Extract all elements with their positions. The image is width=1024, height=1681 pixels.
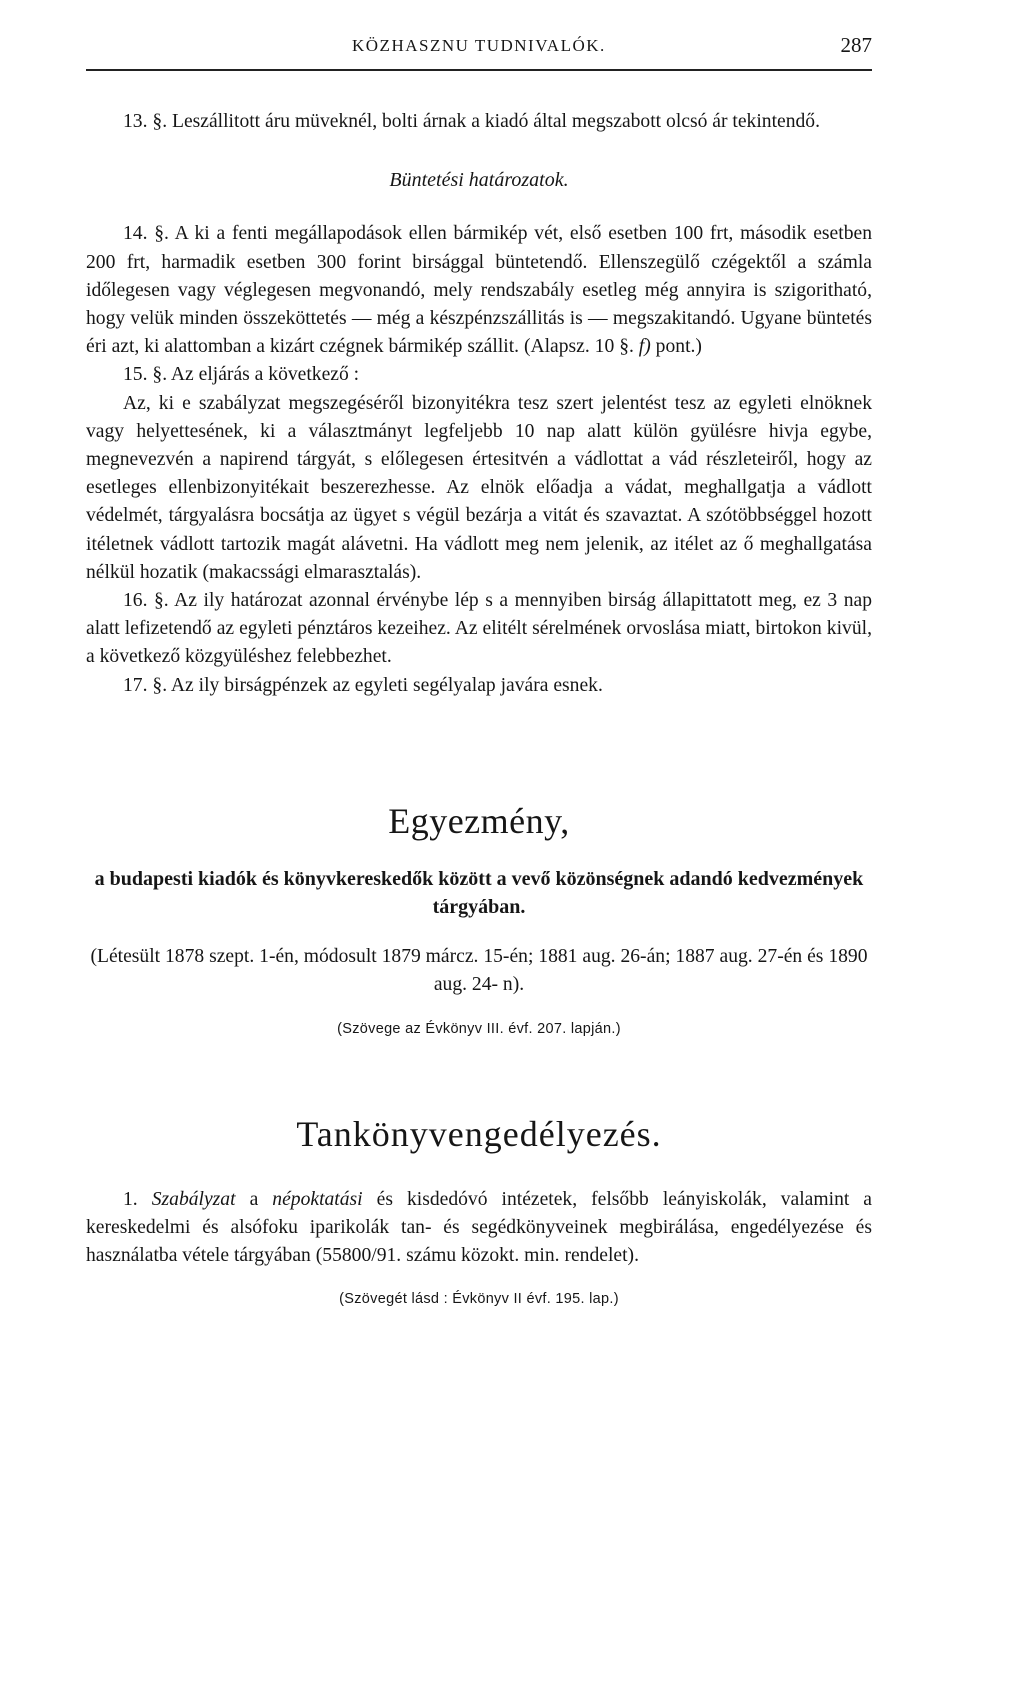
header-rule [86, 69, 872, 71]
tankonyv-source: (Szövegét lásd : Évkönyv II évf. 195. lap.) [339, 1290, 619, 1307]
page-number: 287 [840, 33, 872, 57]
paragraph-14-ref-italic: f) [638, 336, 651, 358]
header-title: KÖZHASZNU TUDNIVALÓK. [352, 36, 606, 55]
paragraph-14-text: 14. §. A ki a fenti megállapodások ellen bármikép vét, első esetben 100 frt, második esetben 200 frt, harmadik esetben 300 forint birsággal büntetendő. Ellenszegülő czégektől a számla időlegesen vagy véglegesen megvonandó, mely rendszabály esetleg még annyira is szigoritható, hogy velük minden összeköttetés — még a készpénzszállitás is — megszakitandó. Ugyane büntetés éri azt, ki alattomban a kizárt czégnek bármikép szállit. (Alapsz. 10 [86, 223, 872, 358]
tankonyv-p1-number: 1. [123, 1189, 138, 1211]
page-body [86, 108, 872, 1313]
egyezmeny-subtitle: a budapesti kiadók és könyvkereskedők között a vevő közönségnek adandó kedvezmények tárgyában. [94, 867, 864, 918]
paragraph-13: 13. §. Leszállitott áru müveknél, bolti árnak a kiadó által megszabott olcsó ár tekintendő. [123, 111, 821, 132]
paragraph-14 [86, 220, 872, 361]
egyezmeny-source: (Szövege az Évkönyv III. évf. 207. lapján.) [337, 1020, 621, 1037]
penalties-heading: Büntetési határozatok. [389, 169, 569, 192]
paragraph-15-body: Az, ki e szabályzat megszegéséről bizonyitékra tesz szert jelentést tesz az egyleti elnöknek vagy helyettesének, ki a választmányt legfeljebb 10 nap alatt külön gyülésre hivja egybe, megnevezvén a napirend tárgyát, s előlegesen értesitvén a vádlottat a vád részleteiről, hogy az esetleges ellenbizonyitékait beszerezhesse. Az elnök előadja a vádat, meghallgatja a vádlott védelmét, tárgyalásra bocsátja az ügyet s végül bezárja a vitát és szavaztat. A szótöbbséggel hozott itéletnek vádlott tartozik magát alávetni. Ha vádlott meg nem jelenik, az itélet az ő meghallgatása nélkül hozatik (makacssági elmarasztalás). [86, 392, 872, 583]
paragraph-14-ref-suffix: pont.) [655, 336, 702, 358]
tankonyv-p1-mid: a [249, 1189, 259, 1211]
document-page [86, 0, 873, 1307]
egyezmeny-dates: (Létesült 1878 szept. 1-én, módosult 1879 márcz. 15-én; 1881 aug. 26-án; 1887 aug. 27-én és 1890 aug. 24- n). [90, 945, 868, 995]
egyezmeny-title: Egyezmény, [388, 800, 570, 841]
paragraph-15: 15. §. Az eljárás a következő : [123, 364, 360, 386]
paragraph-14-ref-prefix: §. [619, 336, 634, 358]
paragraph-16: 16. §. Az ily határozat azonnal érvénybe lép s a mennyiben birság állapittatott meg, ez 3 nap alatt lefizetendő az egyleti pénztáros kezeihez. Az elitélt sérelmének orvoslása miatt, birtokon kivül, a következő közgyüléshez felebbezhet. [86, 590, 872, 668]
paragraph-17: 17. §. Az ily birságpénzek az egyleti segélyalap javára esnek. [123, 674, 603, 696]
tankonyv-paragraph-1 [86, 1186, 872, 1271]
running-header [86, 0, 872, 62]
tankonyv-p1-italic-2: népoktatási [272, 1189, 363, 1211]
tankonyv-title: Tankönyvengedélyezés. [296, 1114, 662, 1155]
tankonyv-p1-italic-1: Szabályzat [151, 1189, 236, 1211]
tankonyv-p1-rest: és kisdedóvó intézetek, felsőbb leányiskolák, valamint a kereskedelmi és alsófoku iparikolák tan- és segédkönyveinek megbirálása, engedélyezése és használatba vétele tárgyában (55800/91. számu közokt. min. rendelet). [86, 1189, 873, 1267]
